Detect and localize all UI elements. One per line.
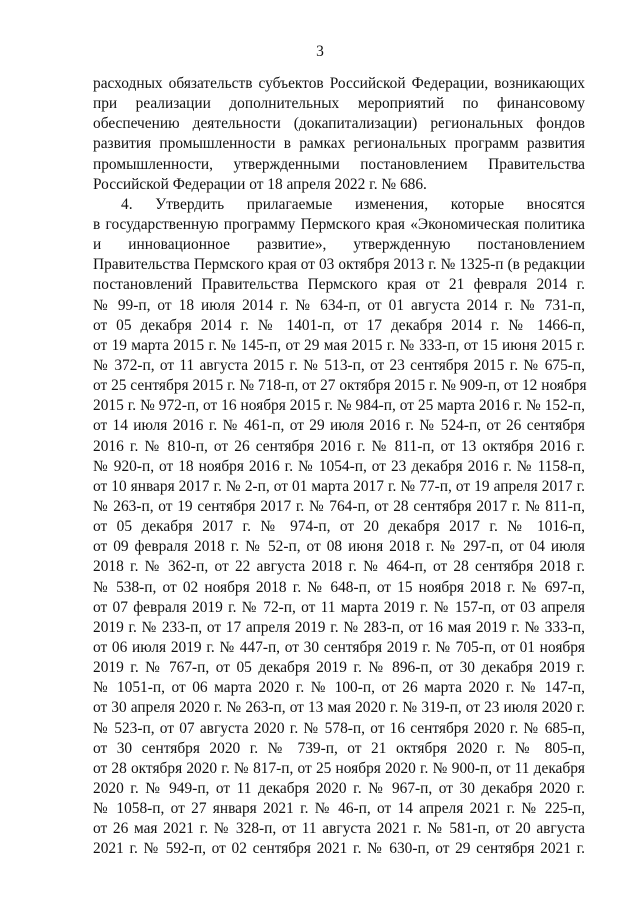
text-line: от 26 мая 2021 г. № 328-п, от 11 августа 2021 г. № 581-п, от 20 августа (93, 820, 585, 838)
text-line: от 06 июля 2019 г. № 447-п, от 30 сентября 2019 г. № 705-п, от 01 ноября (93, 638, 585, 656)
body-text (93, 74, 585, 859)
text-line: расходных обязательств субъектов Российской Федерации, возникающих (93, 75, 585, 92)
text-line: от 28 октября 2020 г. № 817-п, от 25 ноября 2020 г. № 900-п, от 11 декабря (93, 759, 585, 777)
text-line: обеспечению деятельности (докапитализации) региональных фондов (93, 115, 585, 133)
text-line: промышленности, утвержденными постановлением Правительства (93, 155, 585, 173)
text-line: и инновационное развитие», утвержденную постановлением (93, 236, 585, 254)
text-line: от 30 сентября 2020 г. № 739-п, от 21 октября 2020 г. № 805-п, (93, 739, 585, 757)
text-line: № 523-п, от 07 августа 2020 г. № 578-п, от 16 сентября 2020 г. № 685-п, (93, 719, 585, 737)
text-line: № 263-п, от 19 сентября 2017 г. № 764-п, от 28 сентября 2017 г. № 811-п, (93, 497, 585, 515)
text-line: № 1051-п, от 06 марта 2020 г. № 100-п, от 26 марта 2020 г. № 147-п, (93, 679, 585, 697)
text-line: 2020 г. № 949-п, от 11 декабря 2020 г. № 967-п, от 30 декабря 2020 г. (93, 779, 585, 797)
text-line: от 19 марта 2015 г. № 145-п, от 29 мая 2015 г. № 333-п, от 15 июня 2015 г. (93, 336, 585, 354)
paragraph-first-line: 4. Утвердить прилагаемые изменения, которые вносятся (121, 195, 585, 213)
text-line: 2019 г. № 233-п, от 17 апреля 2019 г. № 283-п, от 16 мая 2019 г. № 333-п, (93, 618, 585, 636)
text-line: Правительства Пермского края от 03 октября 2013 г. № 1325-п (в редакции (93, 256, 585, 274)
text-line: № 1058-п, от 27 января 2021 г. № 46-п, от 14 апреля 2021 г. № 225-п, (93, 800, 585, 818)
text-line: от 10 января 2017 г. № 2-п, от 01 марта 2017 г. № 77-п, от 19 апреля 2017 г. (93, 477, 585, 495)
text-line: постановлений Правительства Пермского края от 21 февраля 2014 г. (93, 276, 585, 294)
text-line: № 372-п, от 11 августа 2015 г. № 513-п, от 23 сентября 2015 г. № 675-п, (93, 356, 585, 374)
text-line: 2021 г. № 592-п, от 02 сентября 2021 г. № 630-п, от 29 сентября 2021 г. (93, 840, 585, 858)
text-line: 2015 г. № 972-п, от 16 ноября 2015 г. № 984-п, от 25 марта 2016 г. № 152-п, (93, 397, 585, 415)
text-line: 2018 г. № 362-п, от 22 августа 2018 г. № 464-п, от 28 сентября 2018 г. (93, 558, 585, 576)
page-number: 3 (316, 43, 324, 60)
text-line: № 920-п, от 18 ноября 2016 г. № 1054-п, от 23 декабря 2016 г. № 1158-п, (93, 457, 585, 475)
text-line: от 25 сентября 2015 г. № 718-п, от 27 октября 2015 г. № 909-п, от 12 ноября (93, 377, 587, 395)
text-line: 2019 г. № 767-п, от 05 декабря 2019 г. № 896-п, от 30 декабря 2019 г. (93, 659, 585, 677)
text-line: развития промышленности в рамках региональных программ развития (93, 135, 585, 153)
text-line: № 538-п, от 02 ноября 2018 г. № 648-п, от 15 ноября 2018 г. № 697-п, (93, 578, 585, 596)
text-line: от 30 апреля 2020 г. № 263-п, от 13 мая 2020 г. № 319-п, от 23 июля 2020 г. (93, 699, 585, 717)
text-line: при реализации дополнительных мероприятий по финансовому (93, 95, 585, 113)
text-line: от 05 декабря 2014 г. № 1401-п, от 17 декабря 2014 г. № 1466-п, (93, 316, 585, 334)
text-line: Российской Федерации от 18 апреля 2022 г. № 686. (93, 175, 427, 193)
text-line: № 99-п, от 18 июля 2014 г. № 634-п, от 01 августа 2014 г. № 731-п, (93, 296, 585, 314)
text-line: от 07 февраля 2019 г. № 72-п, от 11 марта 2019 г. № 157-п, от 03 апреля (93, 598, 585, 616)
text-line: от 05 декабря 2017 г. № 974-п, от 20 декабря 2017 г. № 1016-п, (93, 518, 585, 536)
text-line: в государственную программу Пермского края «Экономическая политика (93, 215, 585, 233)
text-line: 2016 г. № 810-п, от 26 сентября 2016 г. № 811-п, от 13 октября 2016 г. (93, 437, 585, 455)
text-line: от 14 июля 2016 г. № 461-п, от 29 июля 2016 г. № 524-п, от 26 сентября (93, 417, 585, 435)
text-line: от 09 февраля 2018 г. № 52-п, от 08 июня 2018 г. № 297-п, от 04 июля (93, 538, 585, 556)
